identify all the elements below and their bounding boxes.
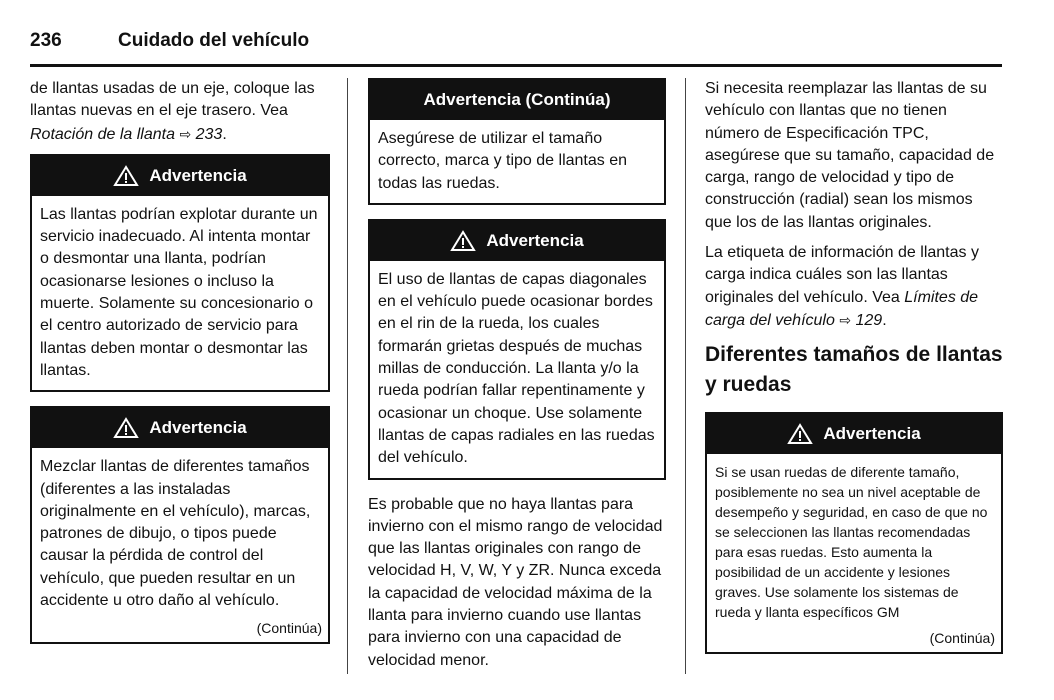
warning-triangle-icon [787,423,813,445]
warning-heading: Advertencia (Continúa) [423,90,611,109]
page-header [30,26,1002,67]
warning-heading: Advertencia [823,424,921,444]
warning-text: El uso de llantas de capas diagonales en el vehículo puede ocasionar bordes en el rin de la rueda, los cuales formarán grietas después de muchas millas de conducción. La llanta y/o la rueda podrían fallar repentinamente y ocasionar un choque. Use solamente llantas de capas radiales en las ruedas del vehículo. [378,270,655,467]
reference-page[interactable]: 233 [195,125,223,143]
warning-heading: Advertencia [486,230,584,250]
body-paragraph: Si necesita reemplazar las llantas de su vehículo con llantas que no tienen número de Especificación TPC, asegúrese que su tamaño, capacidad de carga, rango de velocidad y tipo de construcción (radial) sean los mismos que los de las llantas originales. [705,80,995,231]
column-left [30,78,330,658]
warning-box [30,154,330,392]
column-divider [347,78,348,674]
page-arrow-icon: ⇨ [179,125,192,142]
continued-label: (Continúa) [929,630,995,647]
warning-box [368,219,666,480]
warning-triangle-icon [113,417,139,439]
warning-header [32,408,328,448]
section-heading: Diferentes tamaños de llantas y ruedas [705,343,1003,397]
warning-heading: Advertencia [149,418,247,438]
body-paragraph: Es probable que no haya llantas para invierno con el mismo rango de velocidad que las llantas originales con rango de velocidad H, V, W, Y y ZR. Nunca exceda la capacidad de velocidad máxima de la llanta para invierno cuando use llantas para invierno con una capacidad de velocidad menor. [368,495,663,669]
warning-triangle-icon [113,165,139,187]
warning-heading: Advertencia [149,165,247,185]
warning-header [370,80,664,120]
warning-box [368,78,666,205]
column-divider [685,78,686,674]
warning-header [707,414,1001,454]
cross-reference-link[interactable]: Límites de carga del vehículo [705,288,979,329]
warning-text: Asegúrese de utilizar el tamaño correcto, marca y tipo de llantas en todas las ruedas. [378,130,628,192]
page-arrow-icon: ⇨ [839,311,852,328]
warning-box [30,406,330,644]
warning-header [370,221,664,261]
continued-label: (Continúa) [256,620,322,637]
warning-text: Las llantas podrían explotar durante un servicio inadecuado. Al intenta montar o desmontar una llanta, podrían ocasionarse lesiones o incluso la muerte. Solamente su concesionario o el centro autorizado de servicio para llantas deben montar o desmontar las llantas. [40,205,318,379]
column-right [705,78,1003,668]
reference-page[interactable]: 129 [855,311,883,329]
cross-reference-link[interactable]: Rotación de la llanta [30,125,175,143]
body-paragraph: La etiqueta de información de llantas y carga indica cuáles son las llantas originales del vehículo. Vea Límites de carga del vehículo ⇨ 129. [705,244,979,329]
warning-triangle-icon [450,230,476,252]
column-middle [368,78,666,680]
warning-box [705,412,1003,654]
page-number: 236 [30,30,62,51]
warning-header [32,156,328,196]
intro-paragraph: de llantas usadas de un eje, coloque las llantas nuevas en el eje trasero. Vea Rotación de la llanta ⇨ 233. [30,80,315,143]
running-title: Cuidado del vehículo [118,30,310,51]
warning-text: Si se usan ruedas de diferente tamaño, posiblemente no sea un nivel aceptable de desempeño y seguridad, en caso de que no se seleccionen las llantas recomendadas para esas ruedas. Esto aumenta la posibilidad de un accidente y lesiones graves. Use solamente los sistemas de rueda y llanta específicos GM [715,464,988,621]
warning-text: Mezclar llantas de diferentes tamaños (diferentes a las instaladas originalmente en el vehículo), marcas, patrones de dibujo, o tipos puede causar la pérdida de control del vehículo, que pueden resultar en un accidente u otro daño al vehículo. [40,458,311,610]
